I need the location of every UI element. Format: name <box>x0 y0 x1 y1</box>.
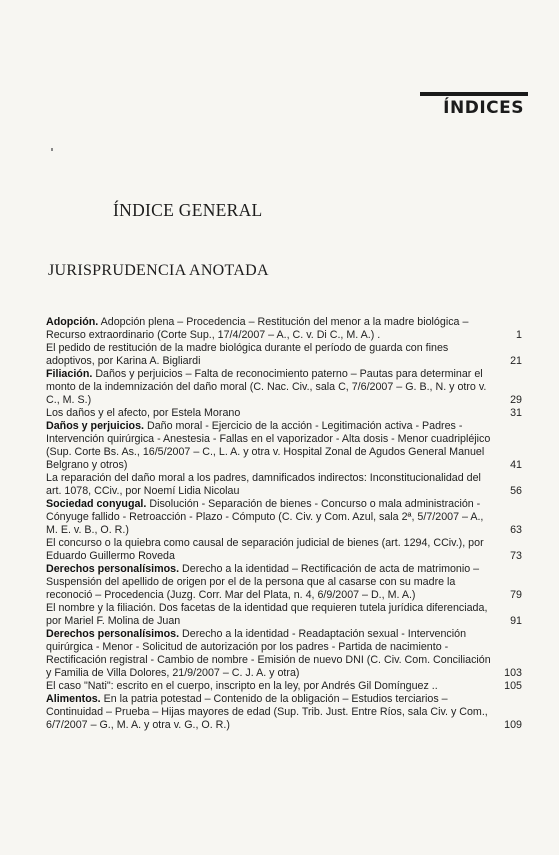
toc-entry-text: Disolución - Separación de bienes - Concurso o mala administración - Cónyuge fallido - Retroacción - Plazo - Cómputo (C. Civ. y Com. Azul, sala 2ª, 5/7/2007 – A., M. E. v. B., O. R.) <box>46 498 484 536</box>
toc-entry-page: 31 <box>510 407 522 419</box>
toc-entry[interactable] <box>46 342 522 368</box>
toc-entry-page: 79 <box>510 589 522 601</box>
toc-entry[interactable] <box>46 563 522 602</box>
toc-entry-topic: Derechos personalísimos. <box>46 563 180 575</box>
toc-entry[interactable] <box>46 693 522 732</box>
toc-entry-page: 103 <box>504 667 522 679</box>
toc-entry-text: El nombre y la filiación. Dos facetas de la identidad que requieren tutela jurídica diferenciada, por Mariel F. Molina de Juan <box>46 602 488 627</box>
toc-entry[interactable] <box>46 407 522 420</box>
toc-entry-text: Daño moral - Ejercicio de la acción - Legitimación activa - Padres - Intervención quirúrgica - Anestesia - Fallas en el vaporizador - Alta dosis - Menor cuadripléjico (Sup. Corte Bs. As., 16/5/2007 – C., L. A. y otra v. Hospital Zonal de Agudos General Manuel Belgrano y otros) <box>46 420 491 471</box>
toc-entry-text: Derecho a la identidad – Rectificación de acta de matrimonio – Suspensión del apellido de origen por el de la persona que al casarse con su madre la reconoció – Procedencia (Juzg. Corr. Mar del Plata, n. 4, 6/9/2007 – D., M. A.) <box>46 563 480 601</box>
toc-entry-page: 73 <box>510 550 522 562</box>
toc-entry-text: Daños y perjuicios – Falta de reconocimiento paterno – Pautas para determinar el monto de la indemnización del daño moral (C. Nac. Civ., sala C, 7/6/2007 – G. B., N. y otro v. C., M. S.) <box>46 368 487 406</box>
toc-entry[interactable] <box>46 602 522 628</box>
toc-entry-page: 41 <box>510 459 522 471</box>
toc-entry[interactable] <box>46 420 522 472</box>
toc-entry-topic: Daños y perjuicios. <box>46 420 144 432</box>
table-of-contents <box>46 316 522 732</box>
toc-entry-text: El pedido de restitución de la madre biológica durante el período de guarda con fines adoptivos, por Karina A. Bigliardi <box>46 342 449 367</box>
toc-entry-page: 105 <box>504 680 522 692</box>
toc-entry-topic: Derechos personalísimos. <box>46 628 180 640</box>
toc-entry-text: Derecho a la identidad - Readaptación sexual - Intervención quirúrgica - Menor - Solicitud de autorización por los padres - Partida de nacimiento - Rectificación registral - Cambio de nombre - Emisión de nuevo DNI (C. Civ. Com. Conciliación y Familia de Villa Dolores, 21/9/2007 – C. J. A. y otra) <box>46 628 491 679</box>
toc-entry-page: 29 <box>510 394 522 406</box>
toc-entry[interactable] <box>46 498 522 537</box>
toc-entry-page: 109 <box>504 719 522 731</box>
toc-entry-topic: Sociedad conyugal. <box>46 498 147 510</box>
toc-entry-text: El caso "Nati": escrito en el cuerpo, inscripto en la ley, por Andrés Gil Domínguez .. <box>46 680 438 692</box>
toc-entry-page: 56 <box>510 485 522 497</box>
toc-entry-text: La reparación del daño moral a los padres, damnificados indirectos: Inconstitucionalidad del art. 1078, CCiv., por Noemí Lidia Nicolau <box>46 472 481 497</box>
toc-entry-text: El concurso o la quiebra como causal de separación judicial de bienes (art. 1294, CCiv.), por Eduardo Guillermo Roveda <box>46 537 484 562</box>
toc-entry-topic: Alimentos. <box>46 693 101 705</box>
section-title: JURISPRUDENCIA ANOTADA <box>48 262 269 279</box>
toc-entry-page: 63 <box>510 524 522 536</box>
section-label: ÍNDICES <box>443 98 524 118</box>
toc-entry-page: 1 <box>516 329 522 341</box>
toc-entry-text: En la patria potestad – Contenido de la obligación – Estudios terciarios – Continuidad – Prueba – Hijas mayores de edad (Sup. Trib. Just. Entre Ríos, sala Civ. y Com., 6/7/2007 – G., M. A. y otra v. G., O. R.) <box>46 693 488 731</box>
toc-entry-text: Los daños y el afecto, por Estela Morano <box>46 407 241 419</box>
toc-entry-topic: Filiación. <box>46 368 93 380</box>
toc-entry-page: 91 <box>510 615 522 627</box>
toc-entry[interactable] <box>46 537 522 563</box>
toc-entry[interactable] <box>46 368 522 407</box>
section-header-bar <box>420 92 528 96</box>
print-speck <box>51 148 53 151</box>
toc-entry[interactable] <box>46 316 522 342</box>
toc-entry[interactable] <box>46 680 522 693</box>
toc-entry-text: Adopción plena – Procedencia – Restitución del menor a la madre biológica – Recurso extraordinario (Corte Sup., 17/4/2007 – A., C. v. Di C., M. A.) . <box>46 316 469 341</box>
toc-entry-topic: Adopción. <box>46 316 99 328</box>
toc-entry[interactable] <box>46 472 522 498</box>
page-title: ÍNDICE GENERAL <box>113 200 263 220</box>
toc-entry[interactable] <box>46 628 522 680</box>
toc-entry-page: 21 <box>510 355 522 367</box>
